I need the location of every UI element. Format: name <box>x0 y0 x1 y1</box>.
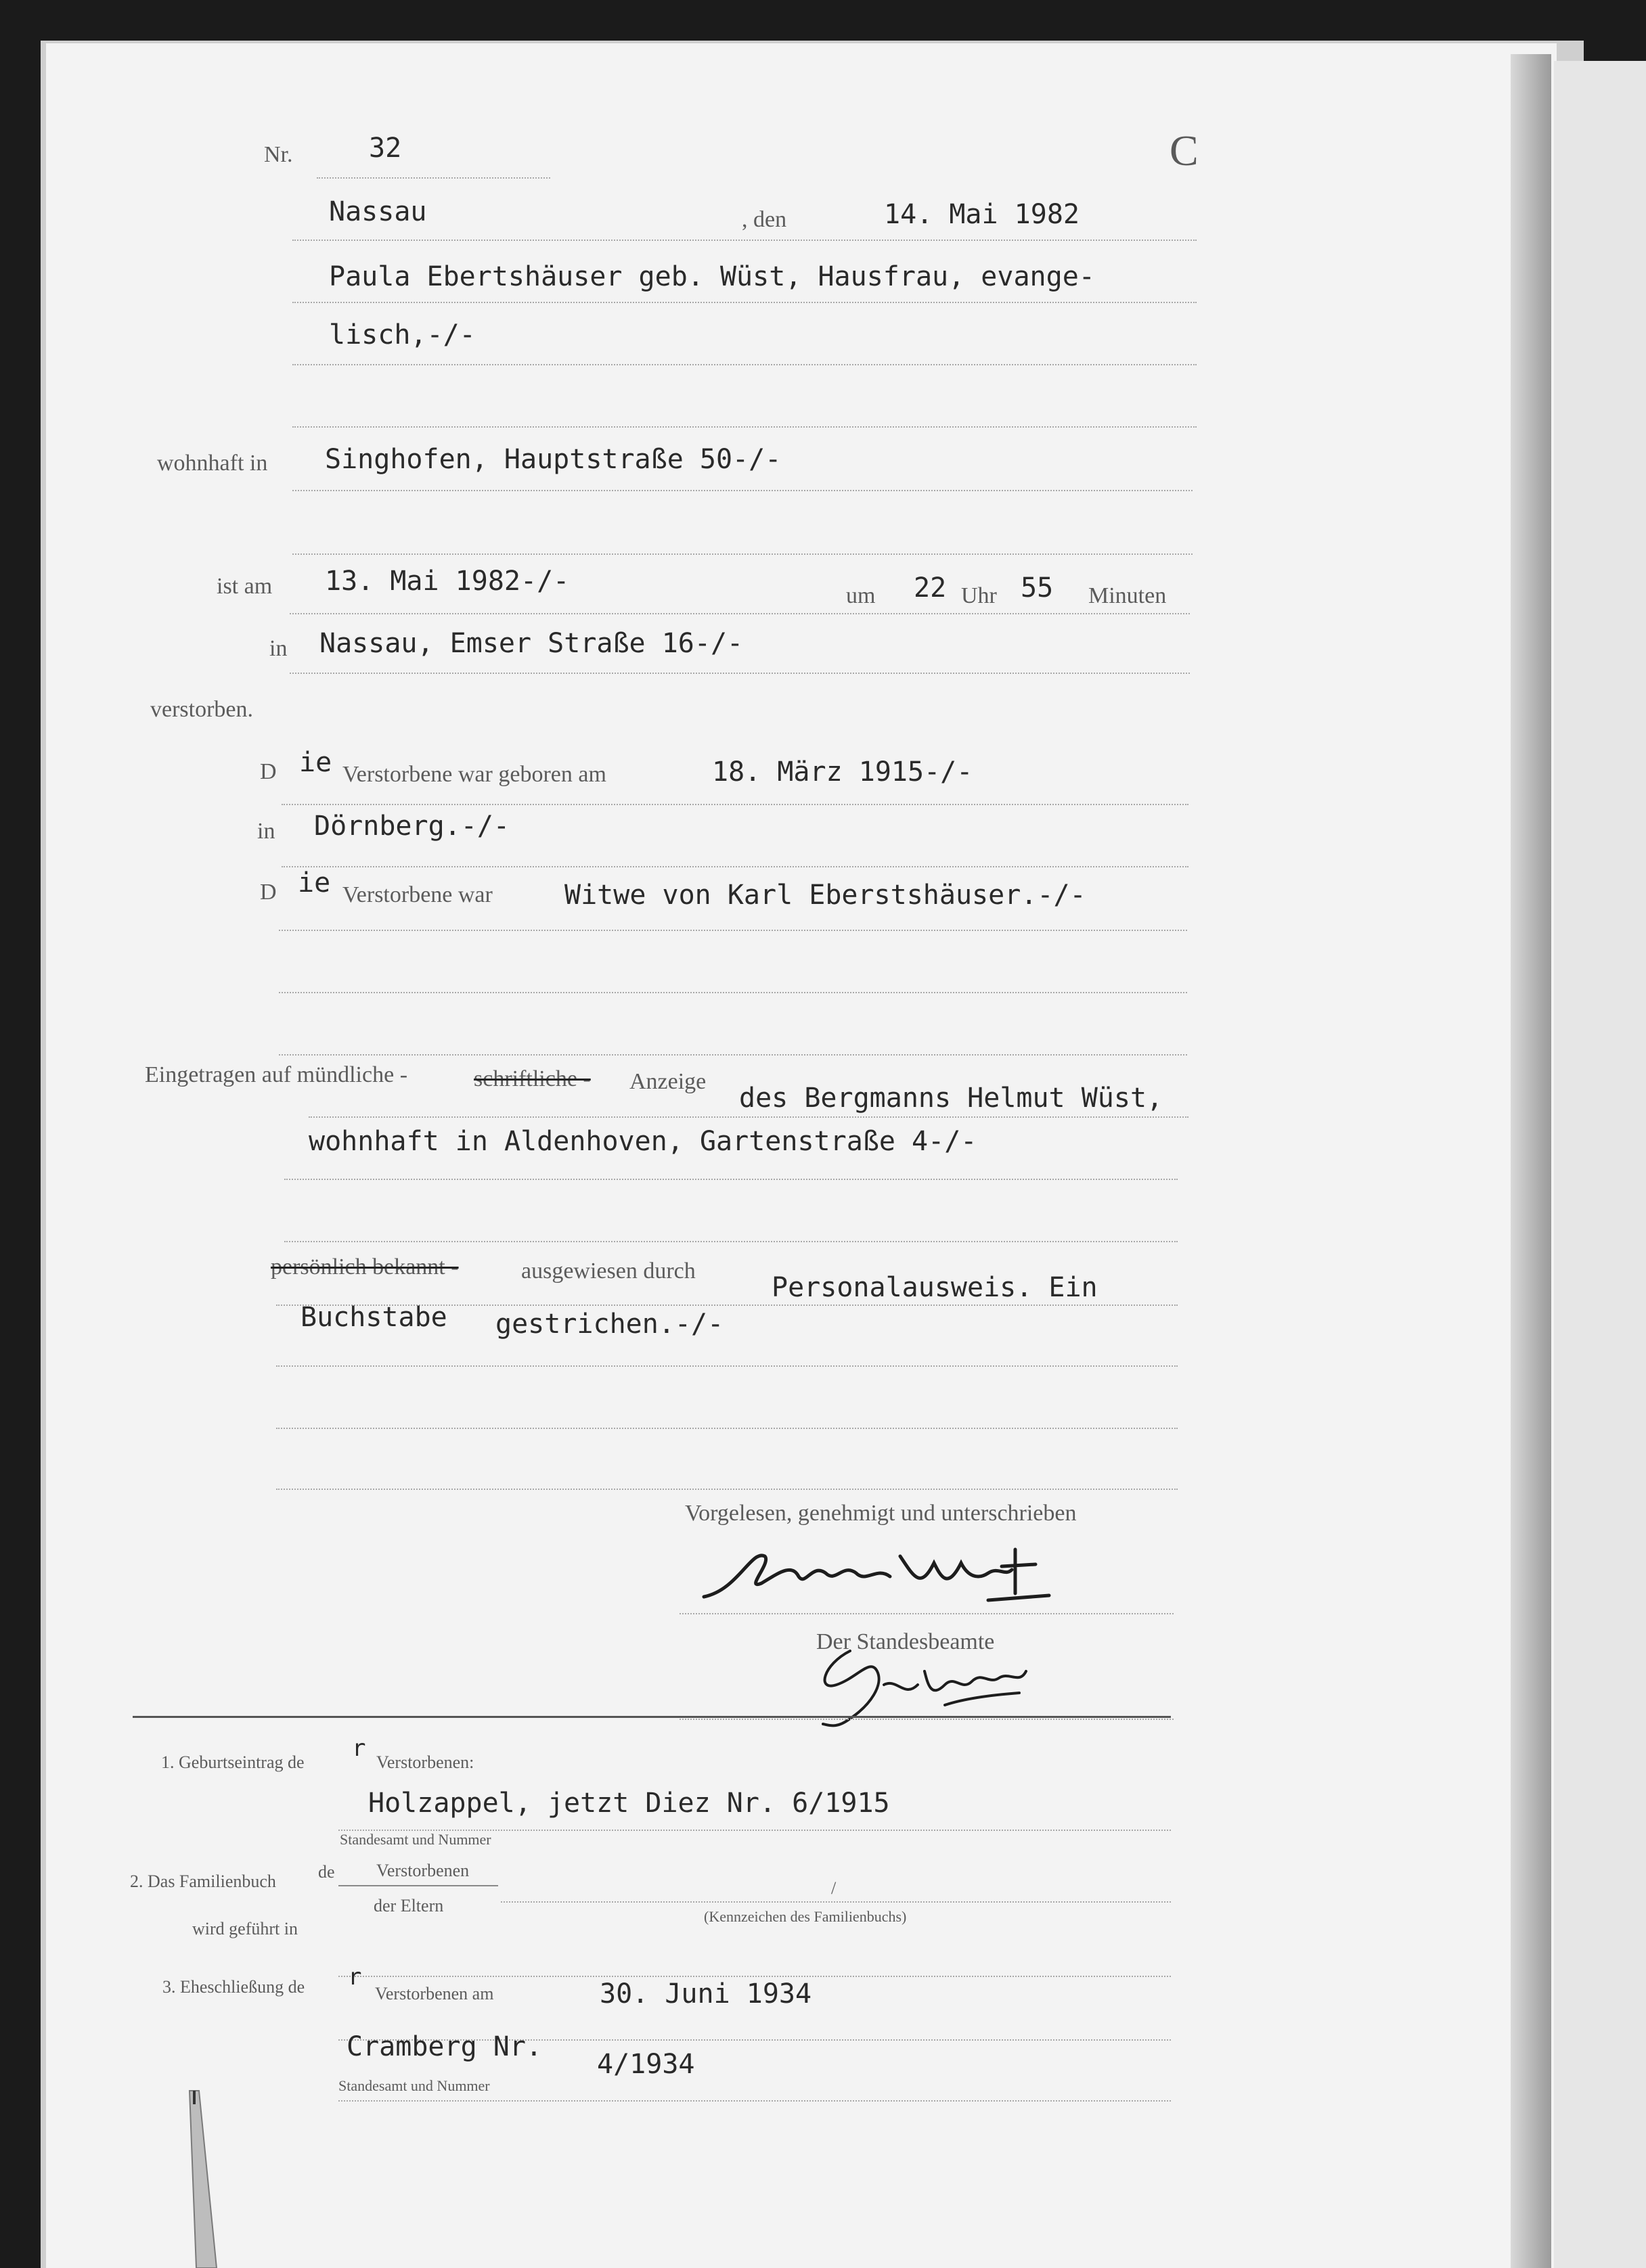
note2-eltern: der Eltern <box>374 1896 444 1915</box>
um-label: um <box>846 583 876 608</box>
identification-line-2b: gestrichen.-/- <box>495 1309 724 1340</box>
den-label: , den <box>742 207 787 232</box>
identification-label-end: ausgewiesen durch <box>521 1258 696 1284</box>
report-label-end: Anzeige <box>629 1069 707 1094</box>
note2-label-b: wird geführt in <box>192 1919 298 1938</box>
note1-value: Holzappel, jetzt Diez Nr. 6/1915 <box>368 1788 890 1819</box>
closing-text: Vorgelesen, genehmigt und unterschrieben <box>685 1501 1077 1526</box>
residence-value: Singhofen, Hauptstraße 50-/- <box>325 444 782 475</box>
note1-label-a: 1. Geburtseintrag de <box>161 1752 305 1772</box>
nr-value: 32 <box>369 133 402 164</box>
note3-label-a: 3. Eheschließung de <box>162 1977 305 1997</box>
place-value: Nassau <box>329 196 427 227</box>
note2-slash: / <box>831 1878 837 1898</box>
report-label-start: Eingetragen auf mündliche - <box>145 1062 408 1087</box>
report-label-struck: schriftliche - <box>474 1066 591 1091</box>
note2-caption: (Kennzeichen des Familienbuchs) <box>704 1908 907 1925</box>
verstorben-label: verstorben. <box>150 697 254 722</box>
death-minutes: 55 <box>1021 572 1054 604</box>
book-spine <box>1511 54 1551 2268</box>
birth-d-prefix: D <box>260 759 277 784</box>
residence-label: wohnhaft in <box>157 451 268 476</box>
next-page-edge <box>1554 61 1646 2268</box>
registrar-label: Der Standesbeamte <box>816 1629 995 1654</box>
birth-date: 18. März 1915-/- <box>712 756 973 788</box>
death-date: 13. Mai 1982-/- <box>325 566 570 597</box>
note3-value-a: Cramberg Nr. <box>347 2031 542 2062</box>
status-value: Witwe von Karl Eberstshäuser.-/- <box>564 880 1086 911</box>
status-d-prefix: D <box>260 880 277 905</box>
birth-d-suffix: ie <box>299 747 332 778</box>
report-line-2: wohnhaft in Aldenhoven, Gartenstraße 4-/- <box>309 1126 977 1157</box>
report-line-1: des Bergmanns Helmut Wüst, <box>739 1083 1163 1114</box>
death-place: Nassau, Emser Straße 16-/- <box>319 628 744 659</box>
minuten-label: Minuten <box>1088 583 1167 608</box>
birth-place: Dörnberg.-/- <box>314 811 510 842</box>
register-letter: C <box>1170 127 1199 175</box>
pen-pointer <box>162 2091 223 2268</box>
note2-de: de <box>318 1862 335 1882</box>
informant-signature <box>697 1536 1049 1610</box>
identification-label-struck: persönlich bekannt - <box>271 1254 459 1279</box>
birth-place-label: in <box>257 819 275 844</box>
birth-label: Verstorbene war geboren am <box>342 762 606 787</box>
uhr-label: Uhr <box>961 583 997 608</box>
death-date-label: ist am <box>217 574 273 599</box>
note3-caption: Standesamt und Nummer <box>338 2077 490 2094</box>
note1-caption: Standesamt und Nummer <box>340 1831 491 1848</box>
death-place-label: in <box>269 636 288 661</box>
note3-date: 30. Juni 1934 <box>600 1978 812 2010</box>
person-line-2: lisch,-/- <box>329 319 476 350</box>
entry-date: 14. Mai 1982 <box>884 199 1080 230</box>
identification-line-2a: Buchstabe <box>301 1302 447 1333</box>
identification-line-1: Personalausweis. Ein <box>772 1272 1098 1303</box>
note3-value-b: 4/1934 <box>597 2049 695 2080</box>
status-d-suffix: ie <box>298 867 331 899</box>
note1-sup: r <box>352 1735 366 1762</box>
person-line-1: Paula Ebertshäuser geb. Wüst, Hausfrau, evange- <box>329 261 1095 292</box>
note2-label-a: 2. Das Familienbuch <box>130 1872 276 1891</box>
note3-label-b: Verstorbenen am <box>375 1984 494 2003</box>
nr-label: Nr. <box>264 142 293 167</box>
status-label: Verstorbene war <box>342 882 493 907</box>
note3-sup: r <box>348 1964 362 1991</box>
note1-label-b: Verstorbenen: <box>376 1752 474 1772</box>
note2-value: Verstorbenen <box>376 1861 470 1880</box>
death-hour: 22 <box>914 572 947 604</box>
